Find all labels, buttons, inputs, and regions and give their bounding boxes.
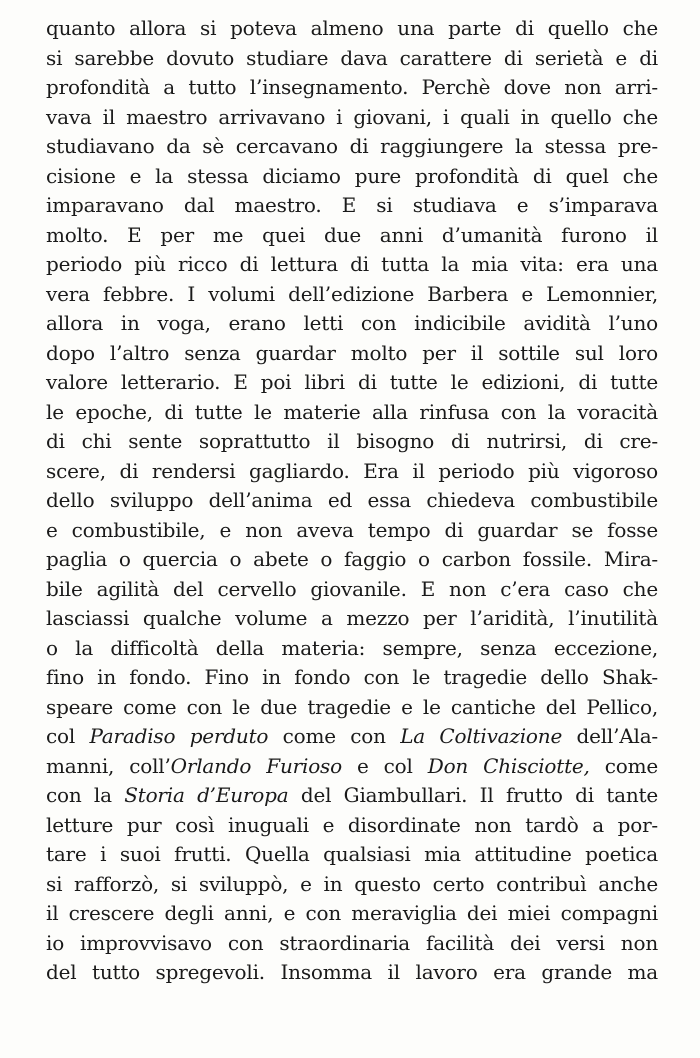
text-segment: con la	[46, 783, 125, 807]
text-line	[46, 811, 658, 841]
text-segment: vera febbre. I volumi dell’edizione Barbera e Lemonnier,	[46, 281, 658, 306]
text-line	[46, 103, 658, 133]
text-line	[46, 191, 658, 221]
text-segment: profondità a tutto l’insegnamento. Perchè dove non arri-	[46, 75, 658, 99]
text-segment: io improvvisavo con straordinaria facilità dei versi non	[46, 930, 658, 955]
text-line	[46, 722, 658, 752]
text-line	[46, 634, 658, 664]
text-segment: del tutto spregevoli. Insomma il lavoro era grande ma	[46, 960, 658, 984]
text-segment: imparavano dal maestro. E si studiava e s’imparava	[46, 193, 658, 217]
italic-title: Storia d’Europa	[124, 783, 289, 807]
italic-title: Paradiso perduto	[89, 724, 269, 748]
text-line	[46, 545, 658, 575]
text-line	[46, 870, 658, 900]
text-line	[46, 132, 658, 162]
italic-title: La Coltivazione	[400, 724, 563, 748]
text-line	[46, 309, 658, 339]
text-segment: bile agilità del cervello giovanile. E non c’era caso che	[46, 576, 658, 601]
italic-title: Don Chisciotte,	[427, 753, 590, 778]
text-line	[46, 398, 658, 428]
text-line	[46, 781, 658, 811]
text-line	[46, 663, 658, 693]
text-segment: tare i suoi frutti. Quella qualsiasi mia attitudine poetica	[46, 842, 658, 866]
text-segment: quanto allora si poteva almeno una parte di quello che	[46, 16, 658, 40]
text-line	[46, 427, 658, 457]
text-line	[46, 575, 658, 605]
text-line	[46, 958, 658, 988]
text-line	[46, 899, 658, 929]
italic-title: Orlando Furioso	[170, 753, 342, 778]
text-line	[46, 486, 658, 516]
text-line	[46, 221, 658, 251]
text-line	[46, 516, 658, 546]
text-segment: allora in voga, erano letti con indicibile avidità l’uno	[46, 311, 658, 335]
text-segment: dopo l’altro senza guardar molto per il sottile sul loro	[46, 340, 658, 365]
text-segment: e combustibile, e non aveva tempo di guardar se fosse	[46, 517, 658, 542]
text-segment: periodo più ricco di lettura di tutta la mia vita: era una	[46, 252, 658, 276]
text-segment: manni, coll’	[46, 753, 171, 778]
text-segment: cisione e la stessa diciamo pure profondità di quel che	[46, 163, 658, 188]
text-segment: il crescere degli anni, e con meraviglia dei miei compagni	[46, 901, 658, 925]
text-segment: valore letterario. E poi libri di tutte le edizioni, di tutte	[46, 370, 658, 394]
text-segment: letture pur così inuguali e disordinate non tardò a por-	[46, 812, 658, 837]
text-line	[46, 457, 658, 487]
text-segment: dello sviluppo dell’anima ed essa chiedeva combustibile	[46, 488, 658, 512]
text-segment: col	[46, 724, 90, 748]
text-line	[46, 280, 658, 310]
text-line	[46, 73, 658, 103]
text-segment: e col	[341, 753, 428, 778]
text-line	[46, 368, 658, 398]
text-line	[46, 44, 658, 74]
text-segment: lasciassi qualche volume a mezzo per l’aridità, l’inutilità	[46, 606, 658, 630]
text-segment: vava il maestro arrivavano i giovani, i quali in quello che	[46, 104, 658, 129]
text-segment: speare come con le due tragedie e le cantiche del Pellico,	[46, 694, 658, 719]
text-segment: del Giambullari. Il frutto di tante	[288, 783, 658, 807]
text-segment: fino in fondo. Fino in fondo con le tragedie dello Shak-	[46, 665, 658, 689]
text-segment: come con	[268, 724, 401, 748]
text-segment: paglia o quercia o abete o faggio o carbon fossile. Mira-	[46, 547, 658, 571]
text-line	[46, 250, 658, 280]
text-segment: dell’Ala-	[562, 724, 658, 748]
text-segment: molto. E per me quei due anni d’umanità furono il	[46, 222, 658, 247]
body-text	[46, 14, 658, 988]
text-segment: le epoche, di tutte le materie alla rinfusa con la voracità	[46, 399, 658, 424]
text-segment: si rafforzò, si sviluppò, e in questo certo contribuì anche	[46, 871, 658, 896]
text-segment: si sarebbe dovuto studiare dava carattere di serietà e di	[46, 45, 658, 70]
text-segment: scere, di rendersi gagliardo. Era il periodo più vigoroso	[46, 458, 658, 483]
text-segment: come	[589, 753, 658, 778]
text-line	[46, 604, 658, 634]
text-line	[46, 929, 658, 959]
text-line	[46, 840, 658, 870]
text-line	[46, 14, 658, 44]
text-segment: di chi sente soprattutto il bisogno di nutrirsi, di cre-	[46, 429, 658, 453]
text-line	[46, 693, 658, 723]
text-line	[46, 752, 658, 782]
text-line	[46, 162, 658, 192]
text-segment: o la difficoltà della materia: sempre, senza eccezione,	[46, 635, 658, 660]
text-line	[46, 339, 658, 369]
text-segment: studiavano da sè cercavano di raggiungere la stessa pre-	[46, 134, 658, 158]
